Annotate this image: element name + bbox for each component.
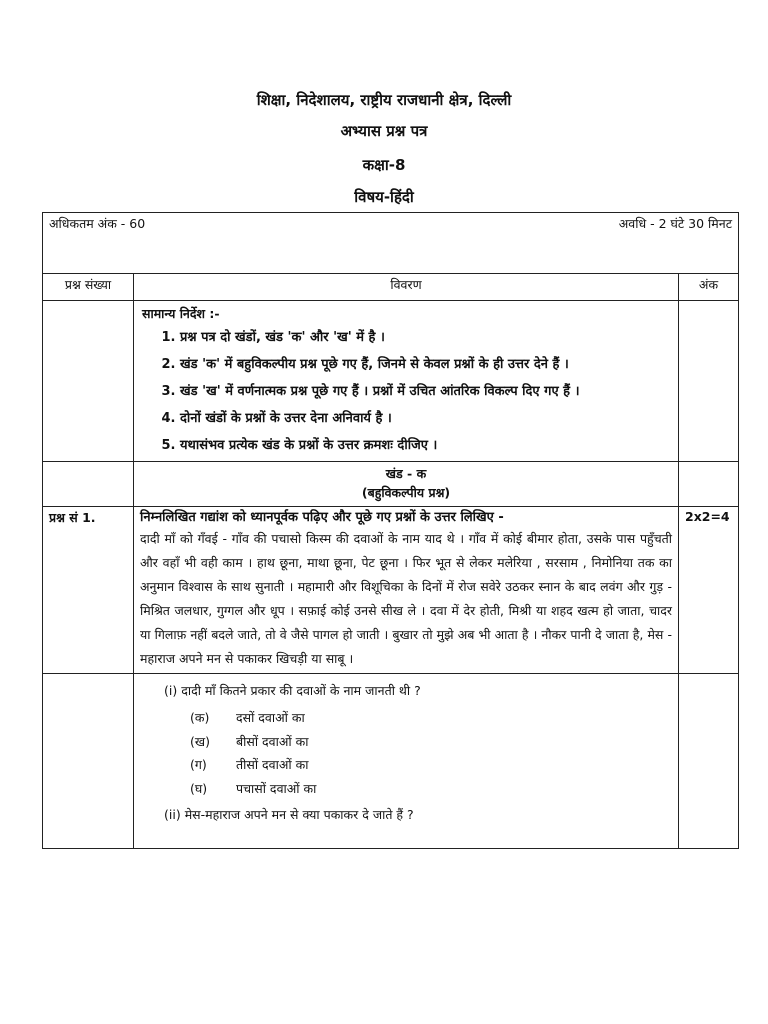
instruction-item: 3. खंड 'ख' में वर्णनात्मक प्रश्न पूछे गए हैं । प्रश्नों में उचित आंतरिक विकल्प दिए गए हैं । xyxy=(180,378,672,405)
info-row xyxy=(43,213,739,274)
subject-title: विषय-हिंदी xyxy=(354,188,414,206)
question-1-marks: 2x2=4 xyxy=(679,507,739,674)
sub-question-ii xyxy=(164,804,672,826)
sub-question-i-number: (i) xyxy=(164,683,178,698)
option-text: बीसों दवाओं का xyxy=(236,733,309,749)
column-desc: विवरण xyxy=(134,274,679,301)
instruction-item: 5. यथासंभव प्रत्येक खंड के प्रश्नों के उत्तर क्रमशः दीजिए । xyxy=(180,432,672,459)
directorate-title: शिक्षा, निदेशालय, राष्ट्रीय राजधानी क्षेत्र, दिल्ली xyxy=(256,91,512,109)
column-marks: अंक xyxy=(679,274,739,301)
instruction-item: 4. दोनों खंडों के प्रश्नों के उत्तर देना अनिवार्य है । xyxy=(180,405,672,432)
instruction-item: 1. प्रश्न पत्र दो खंडों, खंड 'क' और 'ख' में है । xyxy=(180,324,672,351)
option-label: (क) xyxy=(190,710,210,725)
section-title: खंड - क xyxy=(385,466,427,481)
duration: अवधि - 2 घंटे 30 मिनट xyxy=(618,216,733,231)
instruction-item: 2. खंड 'क' में बहुविकल्पीय प्रश्न पूछे गए हैं, जिनमे से केवल प्रश्नों के ही उत्तर देने हैं । xyxy=(180,351,672,378)
sub-questions-row xyxy=(43,674,739,849)
paper-title: अभ्यास प्रश्न पत्र xyxy=(340,122,428,140)
section-row xyxy=(43,462,739,507)
question-table xyxy=(42,212,739,849)
general-instructions-title: सामान्य निर्देश :- xyxy=(142,306,220,321)
option-label: (ग) xyxy=(190,757,207,772)
option-item xyxy=(190,706,672,730)
option-text: तीसों दवाओं का xyxy=(236,757,309,772)
question-1-row xyxy=(43,507,739,674)
general-instructions-row xyxy=(43,301,739,462)
option-item xyxy=(190,730,672,754)
option-list xyxy=(190,706,672,800)
instruction-list xyxy=(140,324,672,459)
max-marks: अधिकतम अंक - 60 xyxy=(49,216,146,231)
section-subtitle: (बहुविकल्पीय प्रश्न) xyxy=(361,485,451,500)
option-label: (घ) xyxy=(190,780,208,796)
option-label: (ख) xyxy=(190,733,210,749)
sub-question-ii-number: (ii) xyxy=(164,807,181,822)
sub-question-i xyxy=(164,680,672,702)
question-1-label: प्रश्न सं 1. xyxy=(43,507,134,674)
option-text: पचासों दवाओं का xyxy=(236,780,317,796)
option-item xyxy=(190,753,672,777)
question-1-passage: दादी माँ को गँवई - गाँव की पचासो किस्म की दवाओं के नाम याद थे । गाँव में कोई बीमार होता, उसके पास पहुँचती और वहाँ भी वही काम । हाथ छूना, माथा छूना, पेट छूना । फिर भूत से लेकर मलेरिया , सरसाम , निमोनिया तक का अनुमान विश्वास के साथ सुनाती । महामारी और विशूचिका के दिनों में रोज सवेरे उठकर स्नान के बाद लवंग और गुड़ - मिश्रित जलधार, गुग्गल और धूप । सफ़ाई कोई उनसे सीख ले । दवा में देर होती, मिश्री या शहद खत्म हो जाता, चादर या गिलाफ़ नहीं बदले जाते, तो वे जैसे पागल हो जाती । बुखार तो मुझे अब भी आता है । नौकर पानी दे जाता है, मेस - महाराज अपने मन से पकाकर खिचड़ी या साबू । xyxy=(140,531,672,666)
column-qno: प्रश्न संख्या xyxy=(43,274,134,301)
class-title: कक्षा-8 xyxy=(362,156,406,174)
sub-question-i-text: दादी माँ कितने प्रकार की दवाओं के नाम जानती थी ? xyxy=(181,683,421,698)
option-item xyxy=(190,777,672,801)
question-1-instruction: निम्नलिखित गद्यांश को ध्यानपूर्वक पढ़िए और पूछे गए प्रश्नों के उत्तर लिखिए - xyxy=(140,510,504,525)
option-text: दसों दवाओं का xyxy=(236,710,305,725)
column-header-row xyxy=(43,274,739,301)
sub-question-ii-text: मेस-महाराज अपने मन से क्या पकाकर दे जाते हैं ? xyxy=(184,807,414,822)
